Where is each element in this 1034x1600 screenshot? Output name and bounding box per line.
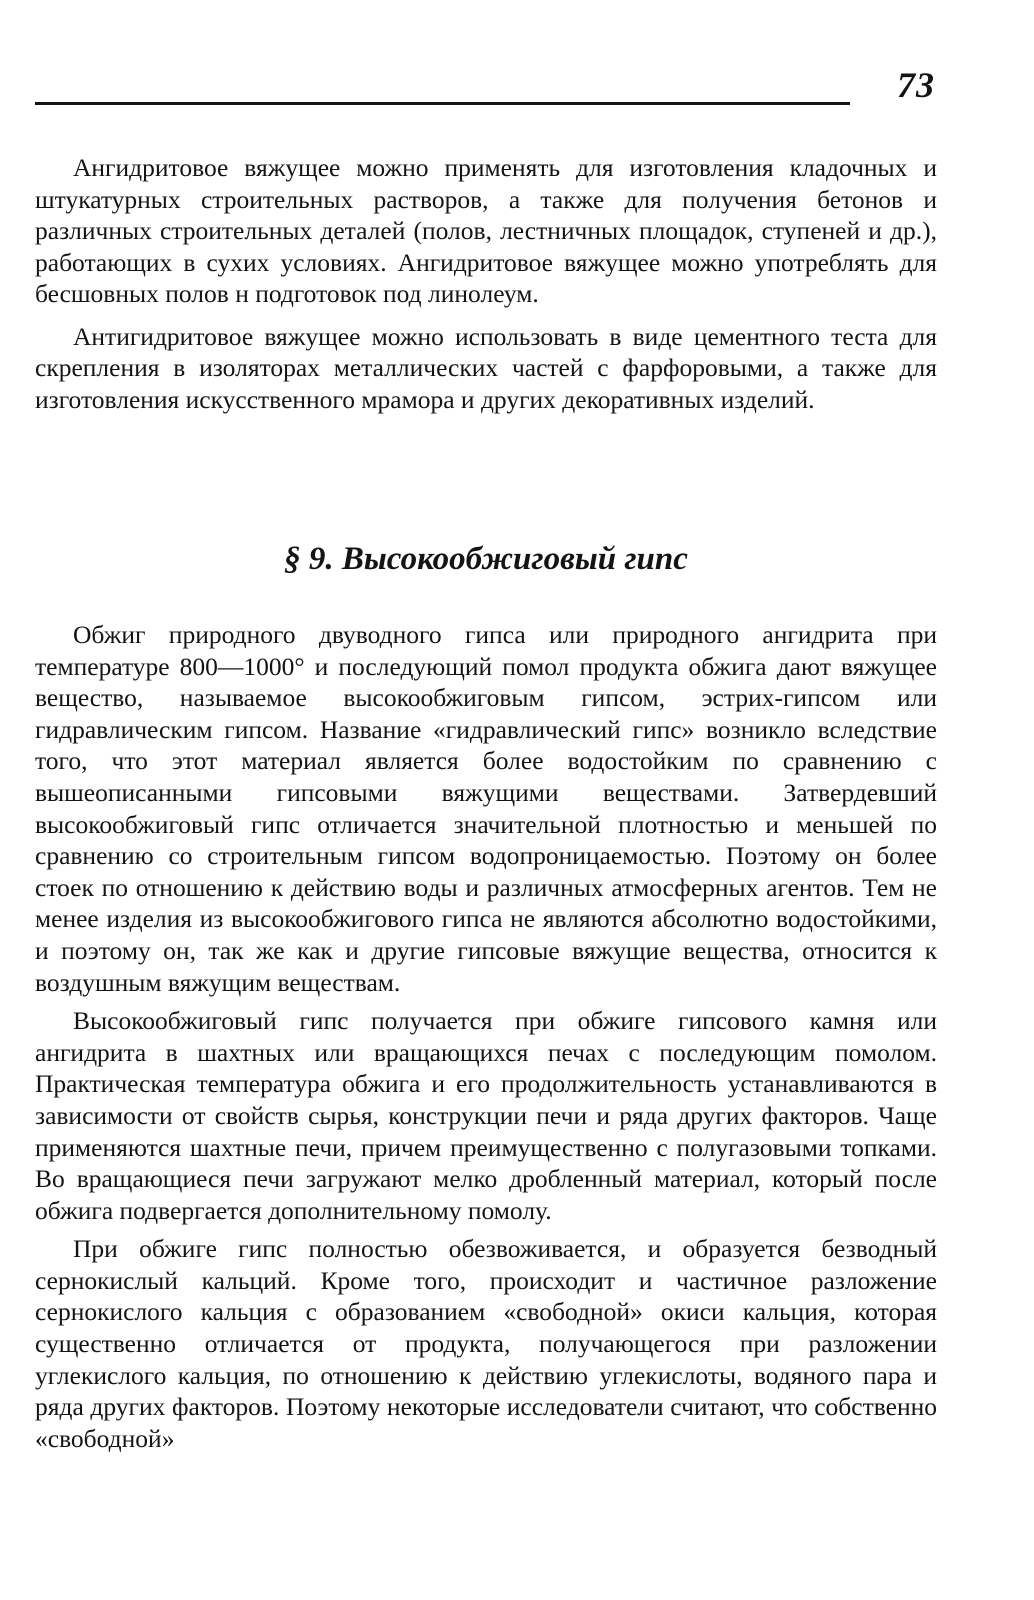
paragraph-production-process: Высокообжиговый гипс получается при обжиге гипсового камня или ангидрита в шахтных или вращающихся печах с последующим помолом. Практическая температура обжига и его продолжительность устанавливаются в зависимости от свойств сырья, конструкции печи и ряда других факторов. Чаще применяются шахтные печи, причем преимущественно с полугазовыми топками. Во вращающиеся печи загружают мелко дробленный материал, который после обжига подвергается дополнительному помолу. <box>35 1006 937 1225</box>
page-number: 73 <box>897 65 935 105</box>
paragraph-anhydrite-applications: Антигидритовое вяжущее можно использовать в виде цементного теста для скрепления в изоляторах металлических частей с фарфоровыми, а также для изготовления искусственного мрамора и других декоративных изделий. <box>35 321 937 414</box>
paragraph-dehydration: При обжиге гипс полностью обезвоживается, и образуется безводный сернокислый кальций. Кроме того, происходит и частичное разложение сернокислого кальция с образованием «свободной» окиси кальция, которая существенно отличается от продукта, получающегося при разложении углекислого кальция, по отношению к действию углекислоты, водяного пара и ряда других факторов. Поэтому некоторые исследователи считают, что собственно «свободной» <box>35 1234 937 1453</box>
intro-text-block <box>35 152 937 415</box>
paragraph-firing-definition: Обжиг природного двуводного гипса или природного ангидрита при температуре 800—1000° и последующий помол продукта обжига дают вяжущее вещество, называемое высокообжиговым гипсом, эстрих-гипсом или гидравлическим гипсом. Название «гидравлический гипс» возникло вследствие того, что этот материал является более водостойким по сравнению с вышеописанными гипсовыми вяжущими веществами. Затвердевший высокообжиговый гипс отличается значительной плотностью и меньшей по сравнению со строительным гипсом водопроницаемостью. Поэтому он более стоек по отношению к действию воды и различных атмосферных агентов. Тем не менее изделия из высокообжигового гипса не являются абсолютно водостойкими, и поэтому он, так же как и другие гипсовые вяжущие вещества, относится к воздушным вяжущим веществам. <box>35 620 937 997</box>
paragraph-anhydrite-uses: Ангидритовое вяжущее можно применять для изготовления кладочных и штукатурных строительных растворов, а также для получения бетонов и различных строительных деталей (полов, лестничных площадок, ступеней и др.), работающих в сухих условиях. Ангидритовое вяжущее можно употреблять для бесшовных полов н подготовок под линолеум. <box>35 153 937 308</box>
running-head <box>35 62 935 108</box>
header-rule <box>35 102 850 105</box>
section-heading: § 9. Высокообжиговый гипс <box>284 541 688 577</box>
section-text-block <box>35 619 937 1454</box>
